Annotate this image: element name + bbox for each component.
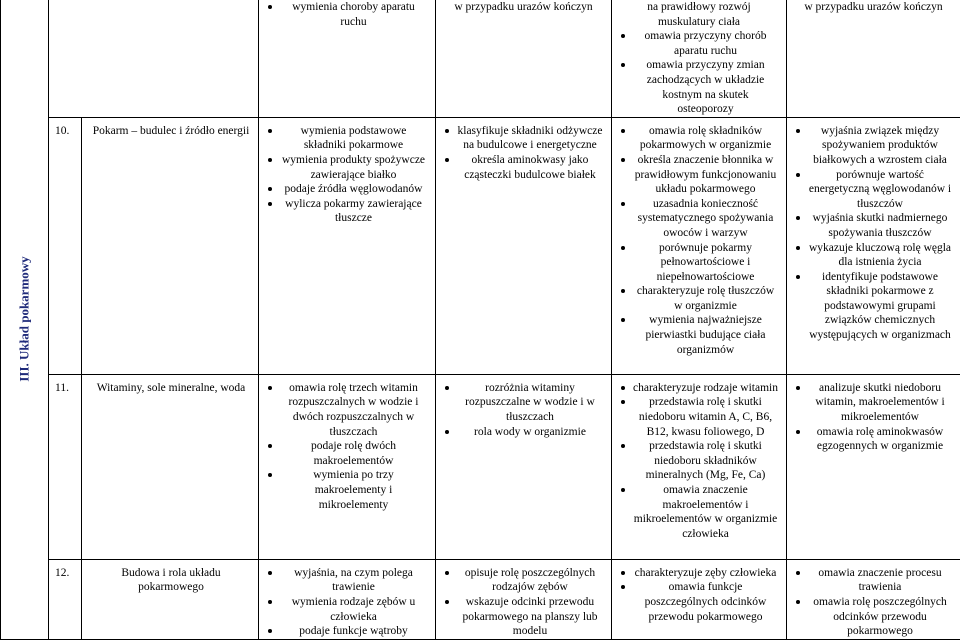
lesson-number: 11. xyxy=(49,374,82,559)
list-item: charakteryzuje rolę tłuszczów w organizmie xyxy=(620,284,778,313)
continued-text: w przypadku urazów kończyn xyxy=(787,0,960,15)
list-item: charakteryzuje zęby człowieka xyxy=(620,566,778,581)
list-item: wylicza pokarmy zawierające tłuszcze xyxy=(267,197,427,226)
requirements-advanced xyxy=(612,559,787,639)
list-item: podaje funkcje wątroby xyxy=(267,624,427,639)
list-item: klasyfikuje składniki odżywcze na budulcowe i energetyczne xyxy=(444,124,603,153)
list-item: identyfikuje podstawowe składniki pokarmowe z podstawowymi grupami związków chemicznych występujących w organizmach xyxy=(795,270,952,343)
list-item: wyjaśnia związek między spożywaniem produktów białkowych a wzrostem ciała xyxy=(795,124,952,168)
list-item: wymienia po trzy makroelementy i mikroelementy xyxy=(267,468,427,512)
list-item: omawia przyczyny zmian zachodzących w układzie kostnym na skutek osteoporozy xyxy=(620,58,778,116)
requirements-advanced xyxy=(612,117,787,374)
list-item: porównuje pokarmy pełnowartościowe i niepełnowartościowe xyxy=(620,241,778,285)
table-row xyxy=(1,117,960,374)
requirements-basic xyxy=(259,117,436,374)
lesson-number: 10. xyxy=(49,117,82,374)
list-item: omawia rolę trzech witamin rozpuszczalnych w wodzie i dwóch rozpuszczalnych w tłuszczach xyxy=(267,381,427,439)
list-item: opisuje rolę poszczególnych rodzajów zębów xyxy=(444,566,603,595)
requirements-full xyxy=(787,374,960,559)
list-item: wymienia choroby aparatu ruchu xyxy=(267,0,427,29)
list-item: wymienia najważniejsze pierwiastki budujące ciała organizmów xyxy=(620,313,778,357)
list-item: wymienia rodzaje zębów u człowieka xyxy=(267,595,427,624)
requirements-extended xyxy=(436,374,612,559)
list-item: porównuje wartość energetyczną węglowodanów i tłuszczów xyxy=(795,168,952,212)
list-item: wykazuje kluczową rolę węgla dla istnienia życia xyxy=(795,241,952,270)
list-item: przedstawia rolę i skutki niedoboru składników mineralnych (Mg, Fe, Ca) xyxy=(620,439,778,483)
list-item: omawia przyczyny chorób aparatu ruchu xyxy=(620,29,778,58)
list-item: omawia funkcje poszczególnych odcinków przewodu pokarmowego xyxy=(620,580,778,624)
lesson-topic: Budowa i rola układu pokarmowego xyxy=(82,559,259,639)
list-item: wyjaśnia, na czym polega trawienie xyxy=(267,566,427,595)
list-item: uzasadnia konieczność systematycznego spożywania owoców i warzyw xyxy=(620,197,778,241)
lesson-topic: Witaminy, sole mineralne, woda xyxy=(82,374,259,559)
section-label: III. Układ pokarmowy xyxy=(17,257,32,382)
requirements-basic xyxy=(259,559,436,639)
section-label-cell xyxy=(1,0,49,639)
list-item: omawia rolę aminokwasów egzogennych w organizmie xyxy=(795,425,952,454)
list-item: charakteryzuje rodzaje witamin xyxy=(620,381,778,396)
continued-col6 xyxy=(787,0,960,117)
list-item: podaje źródła węglowodanów xyxy=(267,182,427,197)
continued-text: w przypadku urazów kończyn xyxy=(436,0,611,15)
list-item: rozróżnia witaminy rozpuszczalne w wodzie i w tłuszczach xyxy=(444,381,603,425)
lesson-number: 12. xyxy=(49,559,82,639)
list-item: omawia rolę składników pokarmowych w organizmie xyxy=(620,124,778,153)
list-item: podaje rolę dwóch makroelementów xyxy=(267,439,427,468)
continued-text: na prawidłowy rozwój muskulatury ciała xyxy=(612,0,786,29)
list-item: omawia rolę poszczególnych odcinków przewodu pokarmowego xyxy=(795,595,952,639)
continued-empty-cell xyxy=(49,0,259,117)
list-item: omawia znaczenie procesu trawienia xyxy=(795,566,952,595)
requirements-full xyxy=(787,117,960,374)
list-item: wymienia podstawowe składniki pokarmowe xyxy=(267,124,427,153)
requirements-full xyxy=(787,559,960,639)
list-item: wyjaśnia skutki nadmiernego spożywania tłuszczów xyxy=(795,211,952,240)
lesson-topic: Pokarm – budulec i źródło energii xyxy=(82,117,259,374)
continued-col5 xyxy=(612,0,787,117)
continued-row xyxy=(1,0,960,117)
table-row xyxy=(1,559,960,639)
requirements-advanced xyxy=(612,374,787,559)
requirements-basic xyxy=(259,374,436,559)
list-item: przedstawia rolę i skutki niedoboru witamin A, C, B6, B12, kwasu foliowego, D xyxy=(620,395,778,439)
list-item: określa aminokwasy jako cząsteczki budulcowe białek xyxy=(444,153,603,182)
table-row xyxy=(1,374,960,559)
list-item: wymienia produkty spożywcze zawierające białko xyxy=(267,153,427,182)
requirements-extended xyxy=(436,117,612,374)
requirements-extended xyxy=(436,559,612,639)
list-item: rola wody w organizmie xyxy=(444,425,603,440)
continued-col3 xyxy=(259,0,436,117)
list-item: omawia znaczenie makroelementów i mikroelementów w organizmie człowieka xyxy=(620,483,778,541)
list-item: analizuje skutki niedoboru witamin, makroelementów i mikroelementów xyxy=(795,381,952,425)
list-item: określa znaczenie błonnika w prawidłowym funkcjonowaniu układu pokarmowego xyxy=(620,153,778,197)
continued-col4 xyxy=(436,0,612,117)
list-item: wskazuje odcinki przewodu pokarmowego na planszy lub modelu xyxy=(444,595,603,639)
